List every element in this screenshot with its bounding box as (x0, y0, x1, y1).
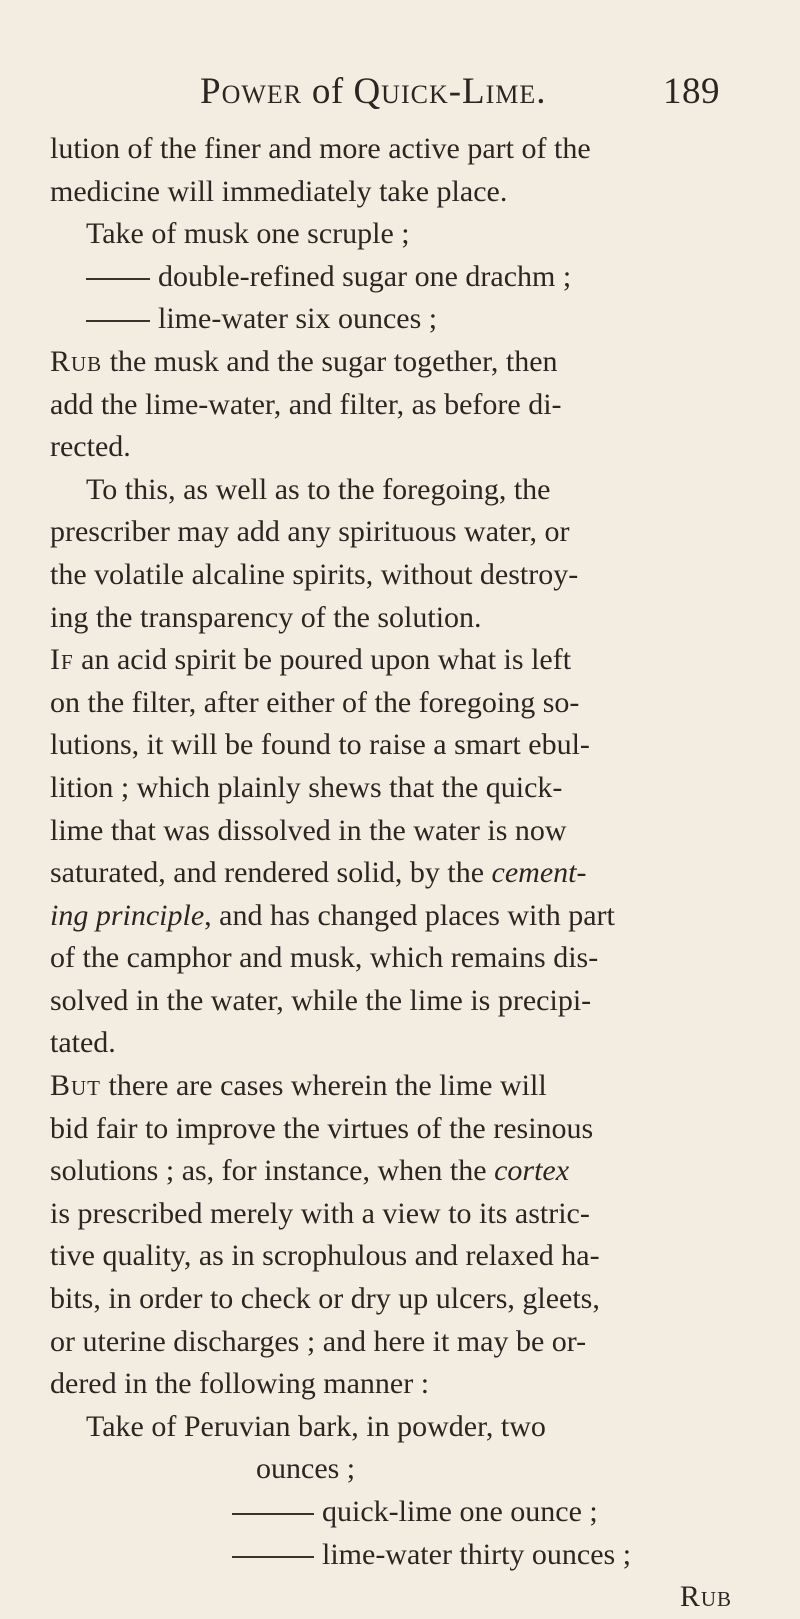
text-line: Rub the musk and the sugar together, then (50, 344, 558, 378)
text-line: or uterine discharges ; and here it may be or- (50, 1324, 587, 1358)
recipe-line: quick-lime one ounce ; (50, 1491, 740, 1534)
page-number: 189 (663, 71, 720, 112)
running-title: Power of Quick-Lime. (200, 71, 547, 112)
ditto-dash (86, 278, 150, 280)
text-line: tated. (50, 1026, 116, 1060)
text-line: on the filter, after either of the foregoing so- (50, 685, 580, 719)
ditto-dash (232, 1556, 314, 1558)
text-line: If an acid spirit be poured upon what is left (50, 643, 572, 677)
running-header (200, 70, 720, 124)
recipe-line: Take of Peruvian bark, in powder, two (86, 1409, 546, 1443)
text-line: of the camphor and musk, which remains dis- (50, 941, 599, 975)
ditto-dash (86, 320, 150, 322)
text-line: ing principle, and has changed places with part (50, 898, 615, 932)
text-line: dered in the following manner : (50, 1367, 430, 1401)
text-line: To this, as well as to the foregoing, the (86, 472, 551, 506)
text-line: ing the transparency of the solution. (50, 600, 482, 634)
text-line: add the lime-water, and filter, as before di- (50, 387, 562, 421)
text-line: saturated, and rendered solid, by the cement- (50, 856, 587, 890)
recipe-line: Take of musk one scruple ; (86, 217, 410, 251)
text-line: lition ; which plainly shews that the quick- (50, 770, 563, 804)
text-line: bits, in order to check or dry up ulcers, gleets, (50, 1282, 600, 1316)
text-line: bid fair to improve the virtues of the resinous (50, 1111, 594, 1145)
text-line: lution of the finer and more active part of the (50, 132, 591, 165)
text-line: prescriber may add any spirituous water, or (50, 515, 570, 549)
text-line: the volatile alcaline spirits, without destroy- (50, 557, 579, 591)
text-line: rected. (50, 430, 131, 464)
recipe-line: lime-water thirty ounces ; (50, 1534, 740, 1577)
text-line: But there are cases wherein the lime will (50, 1069, 547, 1103)
text-line: lutions, it will be found to raise a smart ebul- (50, 728, 590, 762)
recipe-line: ounces ; (256, 1452, 356, 1486)
catchword: Rub (679, 1580, 732, 1614)
recipe-line: double-refined sugar one drachm ; (50, 256, 740, 299)
text-line: solutions ; as, for instance, when the cortex (50, 1154, 570, 1188)
text-line: is prescribed merely with a view to its astric- (50, 1196, 590, 1230)
text-line: tive quality, as in scrophulous and relaxed ha- (50, 1239, 600, 1273)
body-text (50, 128, 740, 1619)
text-line: lime that was dissolved in the water is now (50, 813, 567, 847)
ditto-dash (232, 1513, 314, 1515)
text-line: medicine will immediately take place. (50, 174, 508, 208)
text-line: solved in the water, while the lime is precipi- (50, 983, 592, 1017)
recipe-line: lime-water six ounces ; (50, 298, 740, 341)
